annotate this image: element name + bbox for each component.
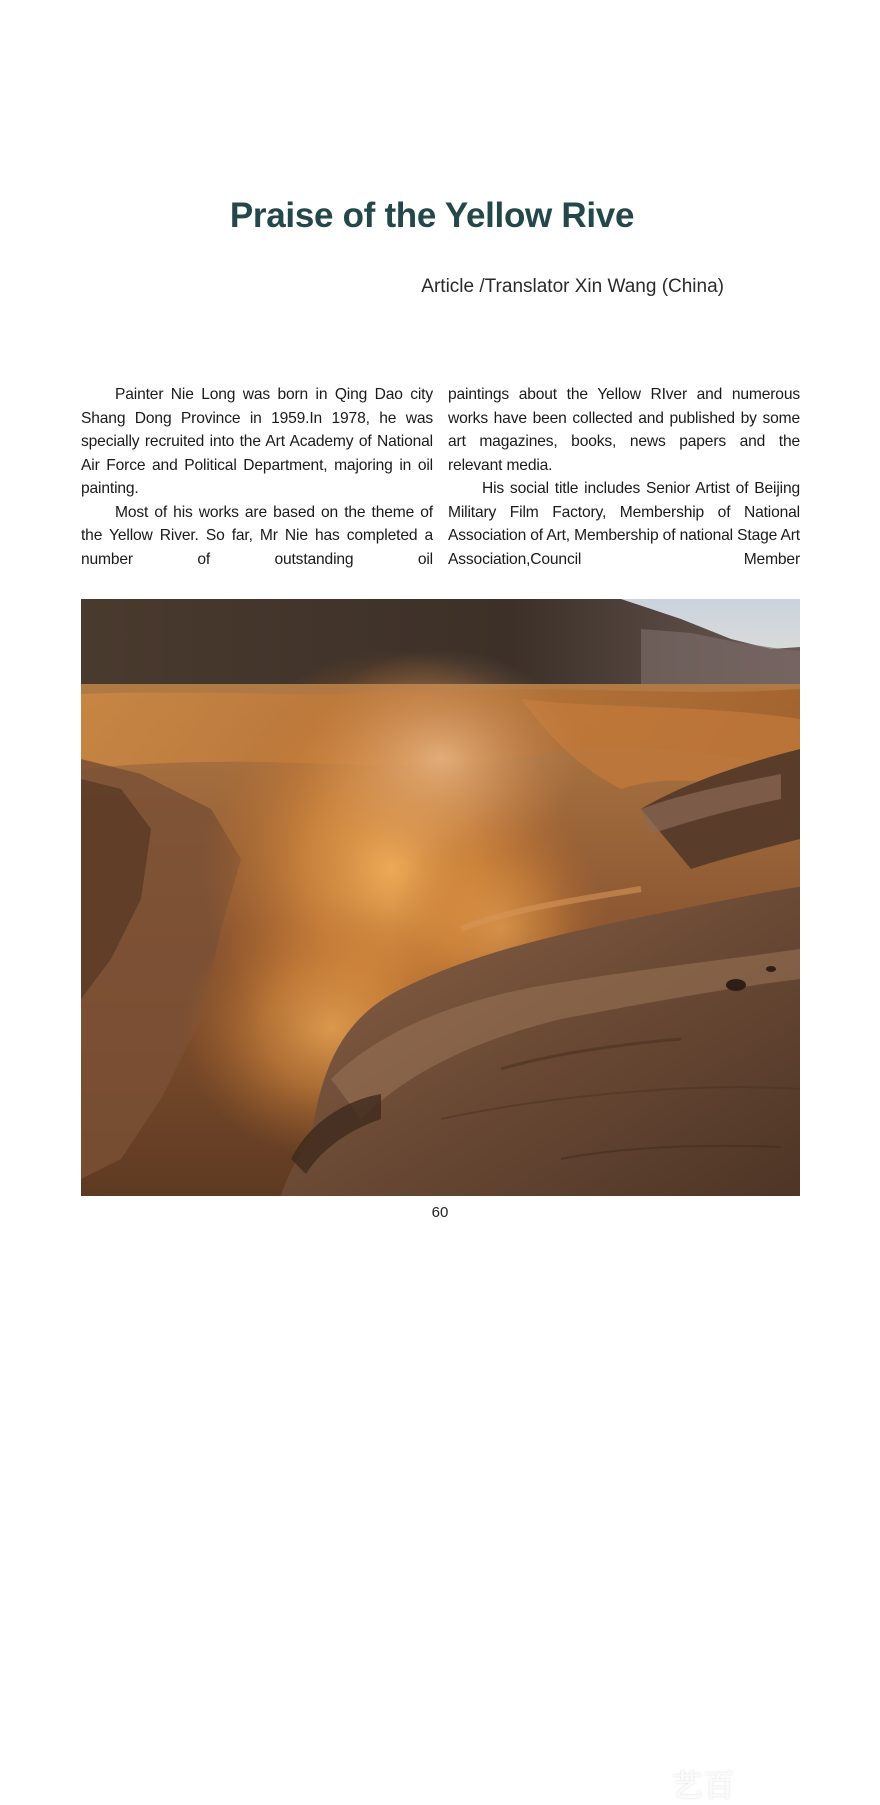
article-body (81, 383, 800, 573)
article-byline: Article /Translator Xin Wang (China) (421, 276, 724, 297)
body-paragraph: paintings about the Yellow RIver and numerous works have been collected and published by some art magazines, books, news papers and the relevant media. (448, 386, 800, 474)
body-paragraph: Painter Nie Long was born in Qing Dao city Shang Dong Province in 1959.In 1978, he was specially recruited into the Art Academy of National Air Force and Political Department, majoring in oil painting. (81, 386, 433, 497)
body-column-right (448, 383, 800, 573)
body-paragraph: Most of his works are based on the theme of the Yellow River. So far, Mr Nie has completed a number of outstanding oil (81, 503, 433, 568)
page-number: 60 (431, 1204, 449, 1221)
watermark-text: 艺百 (672, 1769, 736, 1804)
article-title: Praise of the Yellow Rive (229, 196, 635, 235)
body-column-left (81, 383, 433, 573)
body-paragraph: His social title includes Senior Artist of Beijing Military Film Factory, Membership of National Association of Art, Membership of national Stage Art Association,Council Member (448, 480, 800, 568)
